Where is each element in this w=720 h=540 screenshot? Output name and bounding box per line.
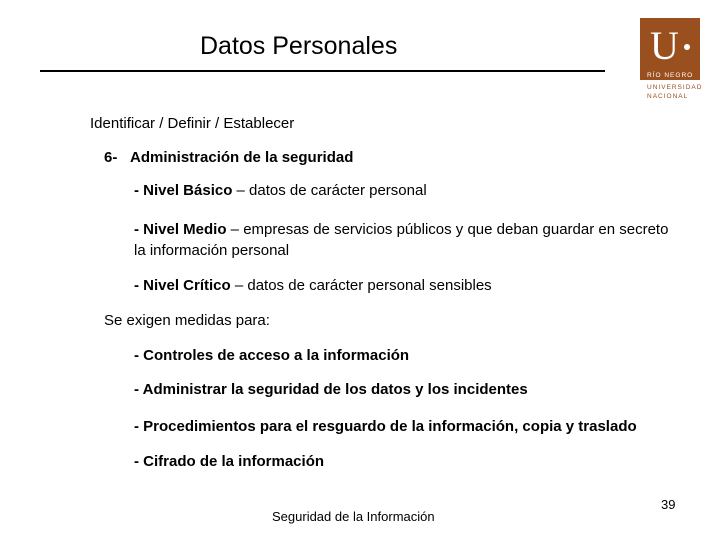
- measures-intro: Se exigen medidas para:: [104, 312, 270, 329]
- university-logo: [640, 18, 700, 80]
- logo-line-1: RÍO NEGRO: [647, 72, 694, 79]
- level-description: – empresas de servicios públicos y que deban guardar en secreto: [226, 221, 669, 238]
- level-name: - Nivel Básico: [134, 182, 233, 199]
- level-basic: [134, 181, 427, 201]
- logo-dot: [684, 44, 690, 50]
- measure-item: - Administrar la seguridad de los datos y los incidentes: [134, 381, 528, 398]
- level-name: - Nivel Crítico: [134, 277, 231, 294]
- measure-item: - Cifrado de la información: [134, 453, 325, 470]
- level-medium: [134, 220, 668, 240]
- title-underline: [40, 70, 605, 72]
- logo-line-3: NACIONAL: [647, 93, 689, 100]
- level-name: - Nivel Medio: [134, 221, 227, 238]
- level-critical: [134, 276, 492, 296]
- page-title: Datos Personales: [200, 32, 398, 60]
- intro-text: Identificar / Definir / Establecer: [90, 115, 295, 132]
- level-description: – datos de carácter personal sensibles: [230, 277, 492, 294]
- section-number: 6-: [104, 149, 118, 166]
- logo-letter: U: [650, 23, 679, 68]
- level-description: – datos de carácter personal: [232, 182, 427, 199]
- footer-text: Seguridad de la Información: [272, 509, 435, 524]
- measure-item: - Procedimientos para el resguardo de la información, copia y traslado: [134, 418, 637, 435]
- section-heading: Administración de la seguridad: [130, 149, 354, 166]
- page-number: 39: [661, 497, 676, 512]
- measure-item: - Controles de acceso a la información: [134, 347, 410, 364]
- level-medium-continued: la información personal: [134, 242, 290, 259]
- logo-line-2: UNIVERSIDAD: [647, 84, 703, 91]
